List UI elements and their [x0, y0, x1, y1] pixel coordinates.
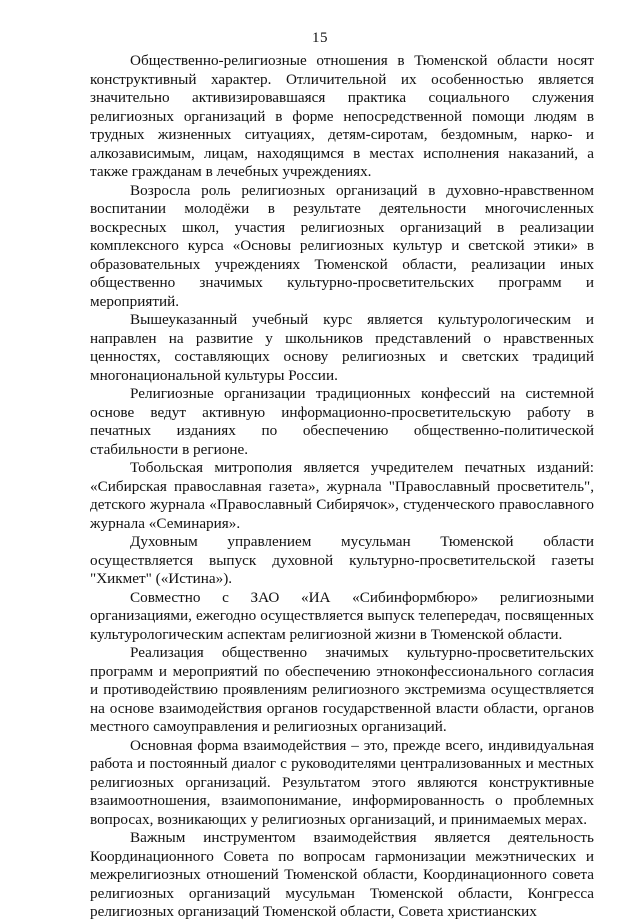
paragraph-information-work: Религиозные организации традиционных конфессий на системной основе ведут активную информационно-просветительскую работу в печатных изданиях по обеспечению общественно-политической стабильности в регионе.	[90, 385, 594, 458]
paragraph-course-description: Вышеуказанный учебный курс является культурологическим и направлен на развитие у школьников представлений о нравственных ценностях, составляющих основу религиозных и светских традиций многонациональной культуры России.	[90, 311, 594, 384]
paragraph-muslim-newspaper: Духовным управлением мусульман Тюменской области осуществляется выпуск духовной культурно-просветительской газеты "Хикмет" («Истина»).	[90, 533, 594, 587]
paragraph-tv-programs: Совместно с ЗАО «ИА «Сибинформбюро» религиозными организациями, ежегодно осуществляется выпуск телепередач, посвященных культурологическим аспектам религиозной жизни в Тюменской области.	[90, 588, 594, 643]
paragraph-interaction-form: Основная форма взаимодействия – это, прежде всего, индивидуальная работа и постоянный диалог с руководителями централизованных и местных религиозных организаций. Результатом этого являются конструктивные взаимоотношения, взаимопонимание, информированность о проблемных вопросах, возникающих у религиозных организаций, и принимаемых мерах.	[90, 736, 594, 828]
paragraph-spiritual-education: Возросла роль религиозных организаций в духовно-нравственном воспитании молодёжи в результате деятельности многочисленных воскресных школ, участия религиозных организаций в реализации комплексного курса «Основы религиозных культур и светской этики» в образовательных учреждениях Тюменской области, реализации иных общественно значимых культурно-просветительских программ и мероприятий.	[90, 181, 594, 310]
paragraph-social-service: Общественно-религиозные отношения в Тюменской области носят конструктивный характер. Отличительной их особенностью является значительно активизировавшаяся практика социального служения религиозных организаций в форме непосредственной помощи людям в трудных жизненных ситуациях, детям-сиротам, бездомным, нарко- и алкозависимым, лицам, находящимся в местах исполнения наказаний, а также гражданам в лечебных учреждениях.	[90, 52, 594, 180]
body-text	[90, 52, 594, 922]
page-number: 15	[312, 30, 328, 46]
paragraph-program-implementation: Реализация общественно значимых культурно-просветительских программ и мероприятий по обеспечению этноконфессионального согласия и противодействию проявлениям религиозного экстремизма осуществляется на основе взаимодействия органов государственной власти области, органов местного самоуправления и религиозных организаций.	[90, 644, 594, 735]
paragraph-tobolsk-metropolis: Тобольская митрополия является учредителем печатных изданий: «Сибирская православная газета», журнала "Православный просветитель", детского журнала «Православный Сибирячок», студенческого православного журнала «Семинария».	[90, 459, 594, 532]
paragraph-coordination-council: Важным инструментом взаимодействия является деятельность Координационного Совета по вопросам гармонизации межэтнических и межрелигиозных отношений Тюменской области, Координационного совета религиозных организаций мусульман Тюменской области, Конгресса религиозных организаций Тюменской области, Совета христианских	[90, 829, 594, 920]
